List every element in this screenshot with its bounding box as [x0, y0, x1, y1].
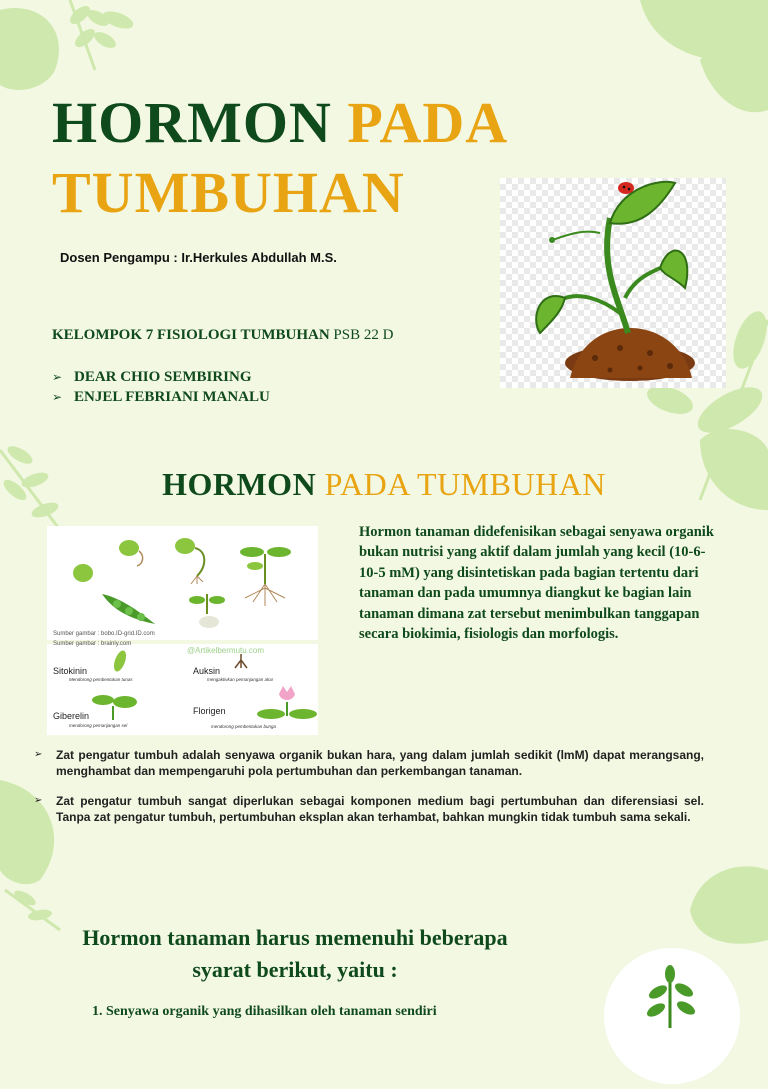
arrow-bullet-icon: ➢: [52, 370, 63, 384]
group-class: PSB 22 D: [329, 327, 394, 343]
page-title: [52, 88, 508, 228]
hormone-desc: Mendorong pembentukan tunas: [69, 677, 133, 682]
title-word-hormon: HORMON: [52, 90, 332, 155]
hormone-desc: mendorong pemanjangan sel: [69, 723, 128, 728]
image-watermark: @Artikelbermutu.com: [187, 646, 265, 655]
image-caption-top: Sumber gambar : bobo.ID-grid.ID.com: [53, 631, 155, 637]
requirement-item: 1. Senyawa organik yang dihasilkan oleh tanaman sendiri: [92, 1004, 437, 1019]
hormone-plants-icon: [47, 644, 318, 735]
hormone-types-image: [47, 641, 318, 735]
requirements-heading: Hormon tanaman harus memenuhi beberapa syarat berikut, yaitu :: [82, 925, 508, 982]
seedling-icon: [604, 948, 740, 1084]
arrow-bullet-icon: ➢: [52, 390, 63, 404]
member-item: [52, 367, 270, 387]
hormone-name: Sitokinin: [53, 666, 88, 676]
definition-paragraph: Hormon tanaman didefenisikan sebagai senyawa organik bukan nutrisi yang aktif dalam jumlah yang kecil (10-6-10-5 mM) yang disintetiskan pada bagian tertentu dari tanaman dan pada umumnya diangkut ke bagian lain tanaman dimana zat tersebut menimbulkan tanggapan secara biokimia, fisiologis dan morfologis.: [359, 524, 714, 643]
sprout-illustration: [500, 178, 726, 388]
section-title: [0, 466, 768, 503]
lecturer-line: Dosen Pengampu : Ir.Herkules Abdullah M.S.: [60, 250, 337, 265]
bullet-item: [34, 793, 704, 825]
title-word-tumbuhan: TUMBUHAN: [52, 160, 405, 225]
image-caption-bottom: Sumber gambar : brainly.com: [53, 641, 132, 647]
leaf-decoration-bottom-right: [680, 860, 768, 950]
seed-germination-icon: [47, 526, 318, 640]
title-word-pada: PADA: [347, 90, 509, 155]
arrow-bullet-icon: ➢: [34, 795, 43, 806]
germination-image: [47, 526, 318, 640]
seedling-badge: [604, 948, 740, 1084]
section-title-gold: PADA TUMBUHAN: [324, 466, 606, 502]
leaf-decoration-top-right: [630, 0, 768, 120]
hormone-name: Giberelin: [53, 711, 90, 721]
arrow-bullet-icon: ➢: [34, 749, 43, 760]
bullet-text: Zat pengatur tumbuh adalah senyawa organik bukan hara, yang dalam jumlah sedikit (lmM) dapat merangsang, menghambat dan mempengaruhi pola pertumbuhan dan perkembangan tanaman.: [56, 748, 704, 778]
group-name: KELOMPOK 7 FISIOLOGI TUMBUHAN: [52, 327, 330, 343]
member-name: ENJEL FEBRIANI MANALU: [74, 389, 270, 405]
hormone-desc: mendorong pembentukan bunga: [211, 724, 277, 729]
hormone-name: Auksin: [193, 666, 221, 676]
member-item: [52, 387, 270, 407]
bullet-item: [34, 747, 704, 779]
member-name: DEAR CHIO SEMBIRING: [74, 369, 252, 385]
group-line: [52, 327, 393, 344]
member-list: [52, 367, 270, 407]
sprout-icon: [500, 178, 726, 388]
hormone-desc: mengaktivkan pemanjangan akar: [207, 677, 274, 682]
bullet-text: Zat pengatur tumbuh sangat diperlukan sebagai komponen medium bagi pertumbuhan dan diferensiasi sel. Tanpa zat pengatur tumbuh, pertumbuhan eksplan akan terhambat, bahkan mungkin tidak tumbuh sama sekali.: [56, 794, 704, 824]
section-title-dark: HORMON: [162, 466, 317, 502]
bullet-list: [34, 747, 704, 839]
hormone-name: Florigen: [193, 706, 226, 716]
